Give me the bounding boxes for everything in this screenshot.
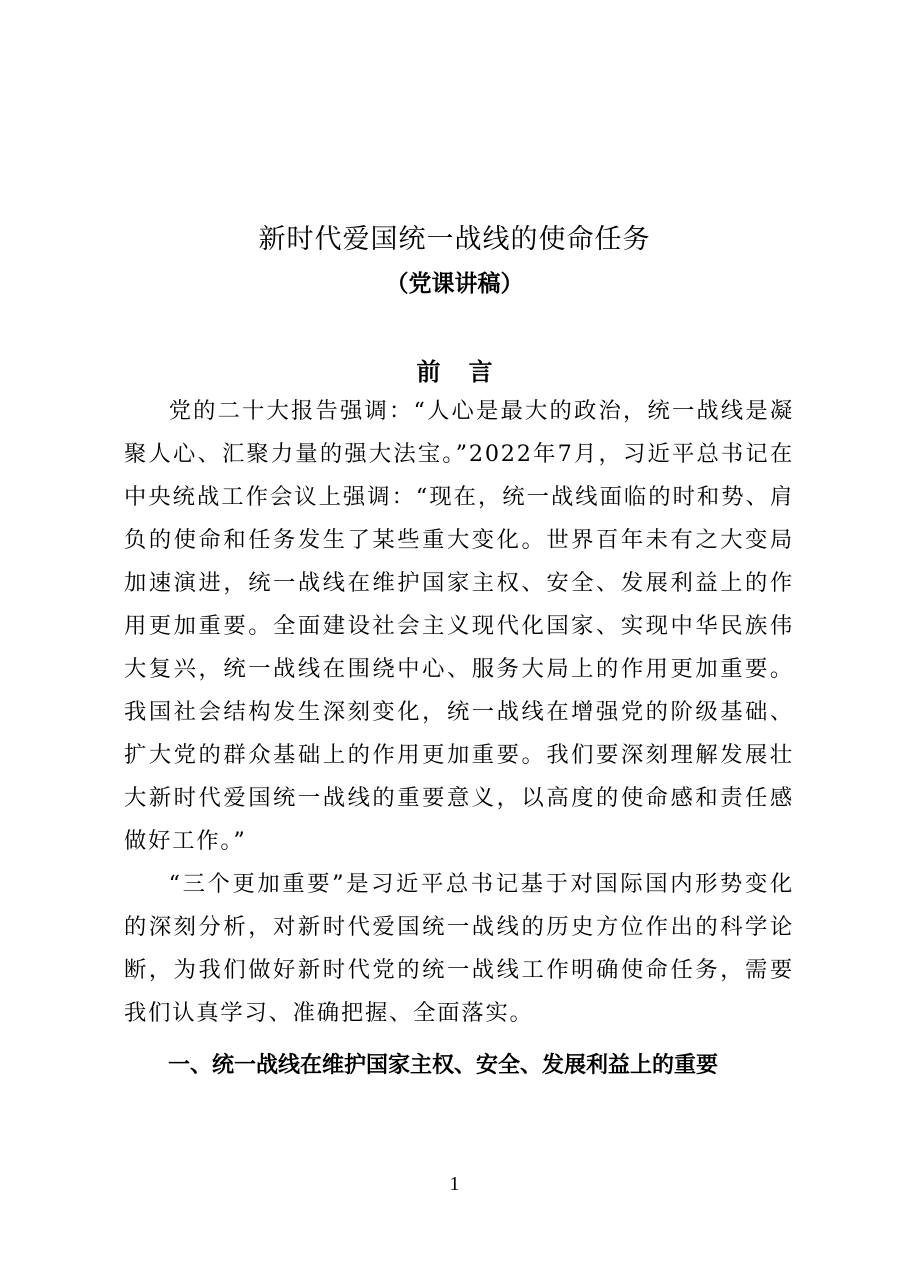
heading-level-one: 一、统一战线在维护国家主权、安全、发展利益上的重要 (168, 1053, 719, 1078)
document-title: 新时代爱国统一战线的使命任务 (258, 224, 651, 255)
body-paragraph: 党的二十大报告强调：“人心是最大的政治，统一战线是凝聚人心、汇聚力量的强大法宝。”2022年7月，习近平总书记在中央统战工作会议上强调：“现在，统一战线面临的时和势、肩负的使命和任务发生了某些重大变化。世界百年未有之大变局加速演进，统一战线在维护国家主权、安全、发展利益上的作用更加重要。全面建设社会主义现代化国家、实现中华民族伟大复兴，统一战线在围绕中心、服务大局上的作用更加重要。我国社会结构发生深刻变化，统一战线在增强党的阶级基础、扩大党的群众基础上的作用更加重要。我们要深刻理解发展壮大新时代爱国统一战线的重要意义，以高度的使命感和责任感做好工作。” (124, 398, 794, 854)
section-heading-preface: 前言 (416, 358, 521, 386)
document-body (124, 390, 794, 1035)
page-number: 1 (449, 1173, 460, 1195)
document-subtitle: （党课讲稿） (385, 271, 524, 297)
body-paragraph: “三个更加重要”是习近平总书记基于对国际国内形势变化的深刻分析，对新时代爱国统一战线的历史方位作出的科学论断，为我们做好新时代党的统一战线工作明确使命任务，需要我们认真学习、准确把握、全面落实。 (124, 871, 794, 1026)
